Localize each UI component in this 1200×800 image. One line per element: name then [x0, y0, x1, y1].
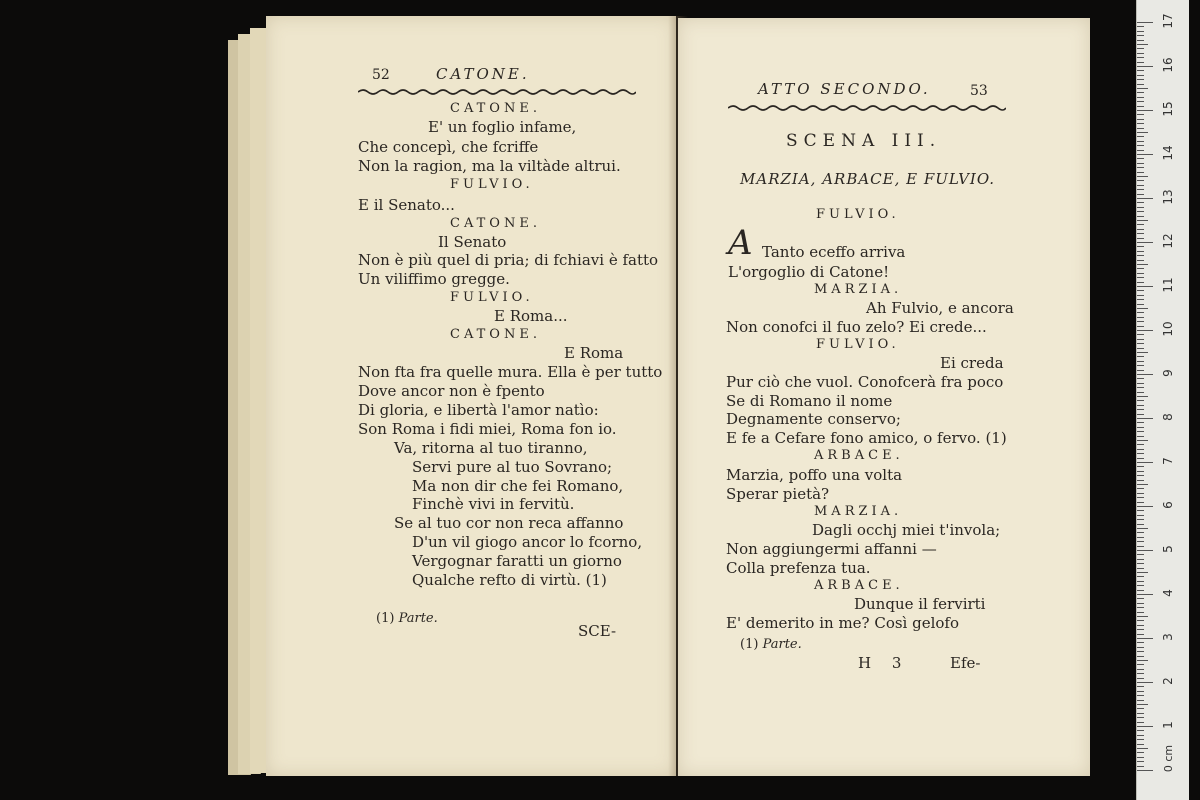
speaker-fulvio: FULVIO. [816, 207, 900, 222]
ruler-tick [1137, 145, 1144, 146]
ruler-tick [1137, 510, 1144, 511]
ruler-tick [1137, 44, 1148, 45]
verse-line: Son Roma i fidi miei, Roma fon io. [358, 420, 617, 438]
verse-line: L'orgoglio di Catone! [728, 263, 890, 281]
speaker-arbace: ARBACE. [814, 578, 904, 593]
ruler-number: 11 [1161, 277, 1175, 293]
verse-line: Dove ancor non è fpento [358, 382, 545, 400]
ruler-tick [1137, 559, 1144, 560]
ruler-tick [1137, 242, 1153, 243]
ruler-tick [1137, 31, 1144, 32]
ruler-tick [1137, 480, 1144, 481]
ruler-number: 8 [1161, 413, 1175, 421]
footnote-mark: (1) [740, 637, 759, 652]
footnote [740, 636, 802, 654]
ruler-tick [1137, 119, 1144, 120]
verse-line: E Roma... [494, 307, 568, 325]
ruler-tick [1137, 70, 1144, 71]
ruler-tick [1137, 546, 1144, 547]
ruler-number: 14 [1161, 145, 1175, 161]
verse-line: Che concepì, che fcriffe [358, 138, 539, 156]
ruler-tick [1137, 691, 1144, 692]
ruler-tick [1137, 678, 1144, 679]
ruler-tick [1137, 590, 1144, 591]
ruler-tick [1137, 374, 1153, 375]
verse-line: Colla prefenza tua. [726, 559, 871, 577]
verse-line: Degnamente conservo; [726, 410, 901, 428]
ruler-tick [1137, 383, 1144, 384]
ruler-number: 4 [1161, 589, 1175, 597]
ruler-tick [1137, 735, 1144, 736]
ruler-tick [1137, 312, 1144, 313]
verse-line: Dagli occhj miei t'invola; [812, 521, 1001, 539]
ruler-tick [1137, 97, 1144, 98]
ruler-tick [1137, 427, 1144, 428]
ruler-tick [1137, 326, 1144, 327]
ruler-tick [1137, 576, 1144, 577]
verse-line: E il Senato... [358, 196, 455, 214]
ruler-tick [1137, 532, 1144, 533]
ruler-tick [1137, 330, 1153, 331]
ruler-tick [1137, 708, 1144, 709]
ruler-tick [1137, 409, 1144, 410]
ruler-tick [1137, 462, 1153, 463]
speaker-catone: CATONE. [450, 101, 541, 116]
ruler-tick [1137, 260, 1144, 261]
ruler-tick [1137, 66, 1153, 67]
verse-line: Ma non dir che fei Romano, [412, 477, 624, 495]
ruler-tick [1137, 493, 1144, 494]
footnote-text: Parte. [762, 637, 802, 652]
ruler-tick [1137, 603, 1144, 604]
ruler-tick [1137, 334, 1144, 335]
verse-line: Va, ritorna al tuo tiranno, [394, 439, 588, 457]
ruler-tick [1137, 220, 1148, 221]
scene-title: SCENA III. [786, 131, 942, 151]
ruler-tick [1137, 290, 1144, 291]
verse-line: Finchè vivi in fervitù. [412, 495, 575, 513]
ruler-tick [1137, 317, 1144, 318]
left-page [266, 16, 676, 776]
ruler-tick [1137, 268, 1144, 269]
ruler-tick [1137, 458, 1144, 459]
ruler-tick [1137, 348, 1144, 349]
ruler-tick [1137, 308, 1148, 309]
verse-line: E' demerito in me? Così gelofo [726, 614, 960, 632]
ruler-tick [1137, 189, 1144, 190]
ruler-tick [1137, 541, 1144, 542]
verse-line: Ah Fulvio, e ancora [866, 299, 1014, 317]
ruler-tick [1137, 264, 1148, 265]
ruler-number: 3 [1161, 633, 1175, 641]
ruler-number: 12 [1161, 233, 1175, 249]
ruler-tick [1137, 40, 1144, 41]
ruler-tick [1137, 396, 1148, 397]
ruler-tick [1137, 101, 1144, 102]
ruler-tick [1137, 629, 1144, 630]
ruler-tick [1137, 673, 1144, 674]
ruler-tick [1137, 92, 1144, 93]
ruler-tick [1137, 238, 1144, 239]
ruler-tick [1137, 581, 1144, 582]
right-page-number: 53 [970, 83, 988, 99]
ruler-tick [1137, 550, 1153, 551]
ruler-tick [1137, 176, 1148, 177]
ruler-tick [1137, 62, 1144, 63]
ruler-tick [1137, 136, 1144, 137]
speaker-fulvio: FULVIO. [450, 290, 534, 305]
ruler-tick [1137, 387, 1144, 388]
ruler-tick [1137, 766, 1144, 767]
ruler-unit-label: 0 cm [1162, 744, 1176, 773]
ruler-tick [1137, 625, 1144, 626]
ruler-tick [1137, 528, 1148, 529]
ruler-tick [1137, 163, 1144, 164]
ruler-tick [1137, 612, 1144, 613]
ruler-tick [1137, 713, 1144, 714]
verse-line: Pur ciò che vuol. Conofcerà fra poco [726, 373, 1004, 391]
ruler-tick [1137, 128, 1144, 129]
ruler-tick [1137, 211, 1144, 212]
ruler-tick [1137, 554, 1144, 555]
ruler-tick [1137, 295, 1144, 296]
right-page [678, 18, 1090, 776]
ruler-tick [1137, 502, 1144, 503]
ruler-tick [1137, 79, 1144, 80]
ruler-tick [1137, 84, 1144, 85]
ruler-tick [1137, 453, 1144, 454]
ruler-tick [1137, 106, 1144, 107]
signature-mark: H 3 [858, 654, 910, 672]
header-ornament [728, 104, 1006, 112]
ruler-tick [1137, 114, 1144, 115]
ruler-tick [1137, 75, 1144, 76]
ruler-tick [1137, 370, 1144, 371]
ruler-tick [1137, 158, 1144, 159]
ruler-tick [1137, 154, 1153, 155]
ruler-tick [1137, 656, 1144, 657]
ruler-number: 1 [1161, 721, 1175, 729]
drop-cap: A [728, 223, 753, 263]
ruler-number: 2 [1161, 677, 1175, 685]
verse-line: Sperar pietà? [726, 485, 830, 503]
ruler-tick [1137, 356, 1144, 357]
ruler-tick [1137, 339, 1144, 340]
ruler-tick [1137, 739, 1144, 740]
ruler-tick [1137, 572, 1148, 573]
verse-line: Marzia, poffo una volta [726, 466, 903, 484]
catchword: Efe- [950, 654, 981, 672]
ruler-tick [1137, 770, 1153, 771]
ruler-tick [1137, 475, 1144, 476]
ruler-tick [1137, 704, 1148, 705]
measuring-ruler [1136, 0, 1189, 800]
ruler-tick [1137, 365, 1144, 366]
ruler-tick [1137, 286, 1153, 287]
ruler-number: 10 [1161, 321, 1175, 337]
ruler-tick [1137, 506, 1153, 507]
ruler-tick [1137, 638, 1153, 639]
verse-line: Un viliffimo gregge. [358, 270, 510, 288]
ruler-tick [1137, 224, 1144, 225]
ruler-tick [1137, 563, 1144, 564]
ruler-number: 6 [1161, 501, 1175, 509]
ruler-tick [1137, 634, 1144, 635]
ruler-tick [1137, 515, 1144, 516]
ruler-tick [1137, 444, 1144, 445]
ruler-tick [1137, 282, 1144, 283]
speaker-fulvio: FULVIO. [816, 337, 900, 352]
ruler-tick [1137, 207, 1144, 208]
ruler-tick [1137, 400, 1144, 401]
verse-line: Tanto eceffo arriva [762, 243, 906, 261]
verse-line: Non la ragion, ma la viltàde altrui. [358, 157, 621, 175]
ruler-tick [1137, 585, 1144, 586]
ruler-tick [1137, 246, 1144, 247]
ruler-tick [1137, 598, 1144, 599]
ruler-tick [1137, 414, 1144, 415]
ruler-tick [1137, 752, 1144, 753]
ruler-number: 13 [1161, 189, 1175, 205]
ruler-tick [1137, 216, 1144, 217]
ruler-tick [1137, 431, 1144, 432]
ruler-tick [1137, 172, 1144, 173]
ruler-number: 7 [1161, 457, 1175, 465]
ruler-tick [1137, 669, 1144, 670]
ruler-tick [1137, 202, 1144, 203]
ruler-tick [1137, 110, 1153, 111]
ruler-tick [1137, 48, 1144, 49]
ruler-tick [1137, 422, 1144, 423]
ruler-tick [1137, 150, 1144, 151]
speaker-fulvio: FULVIO. [450, 177, 534, 192]
ruler-tick [1137, 664, 1144, 665]
verse-line: Non è più quel di pria; di fchiavi è fatto [358, 251, 659, 269]
ruler-tick [1137, 277, 1144, 278]
ruler-tick [1137, 167, 1144, 168]
ruler-tick [1137, 57, 1144, 58]
verse-line: Servi pure al tuo Sovrano; [412, 458, 613, 476]
ruler-tick [1137, 273, 1144, 274]
left-page-number: 52 [372, 67, 390, 83]
ruler-tick [1137, 26, 1144, 27]
ruler-number: 5 [1161, 545, 1175, 553]
header-ornament [358, 88, 636, 96]
ruler-tick [1137, 642, 1144, 643]
ruler-tick [1137, 537, 1144, 538]
ruler-tick [1137, 497, 1144, 498]
ruler-tick [1137, 568, 1144, 569]
verse-line: Se di Romano il nome [726, 392, 893, 410]
ruler-tick [1137, 88, 1148, 89]
verse-line: Se al tuo cor non reca affanno [394, 514, 624, 532]
ruler-tick [1137, 392, 1144, 393]
ruler-tick [1137, 132, 1148, 133]
ruler-tick [1137, 471, 1144, 472]
ruler-tick [1137, 440, 1148, 441]
ruler-tick [1137, 717, 1144, 718]
ruler-tick [1137, 378, 1144, 379]
ruler-tick [1137, 304, 1144, 305]
verse-line: E' un foglio infame, [428, 118, 577, 136]
ruler-tick [1137, 418, 1153, 419]
ruler-tick [1137, 620, 1144, 621]
verse-line: Dunque il fervirti [854, 595, 986, 613]
verse-line: Vergognar faratti un giorno [412, 552, 622, 570]
ruler-tick [1137, 321, 1144, 322]
ruler-tick [1137, 229, 1144, 230]
ruler-tick [1137, 352, 1148, 353]
speaker-catone: CATONE. [450, 216, 541, 231]
ruler-tick [1137, 185, 1144, 186]
ruler-tick [1137, 35, 1144, 36]
verse-line: Non fta fra quelle mura. Ella è per tutto [358, 363, 663, 381]
ruler-tick [1137, 194, 1144, 195]
ruler-tick [1137, 180, 1144, 181]
verse-line: Non aggiungermi affanni — [726, 540, 937, 558]
ruler-tick [1137, 607, 1144, 608]
verse-line: Non conofci il fuo zelo? Ei crede... [726, 318, 987, 336]
ruler-tick [1137, 700, 1144, 701]
ruler-tick [1137, 198, 1153, 199]
speaker-marzia: MARZIA. [814, 504, 903, 519]
ruler-tick [1137, 123, 1144, 124]
ruler-tick [1137, 251, 1144, 252]
ruler-tick [1137, 255, 1144, 256]
ruler-tick [1137, 651, 1144, 652]
ruler-tick [1137, 405, 1144, 406]
ruler-tick [1137, 519, 1144, 520]
ruler-tick [1137, 660, 1148, 661]
ruler-tick [1137, 726, 1153, 727]
verse-line: E Roma [564, 344, 624, 362]
footnote [376, 610, 438, 628]
left-running-head: CATONE. [436, 65, 530, 83]
ruler-tick [1137, 647, 1144, 648]
right-running-head: ATTO SECONDO. [758, 80, 931, 98]
ruler-tick [1137, 682, 1153, 683]
scene-characters: MARZIA, ARBACE, E FULVIO. [740, 170, 996, 188]
ruler-tick [1137, 488, 1144, 489]
ruler-number: 16 [1161, 57, 1175, 73]
ruler-tick [1137, 594, 1153, 595]
verse-line: E fe a Cefare fono amico, o fervo. (1) [726, 429, 1007, 447]
ruler-tick [1137, 744, 1144, 745]
speaker-marzia: MARZIA. [814, 282, 903, 297]
footnote-text: Parte. [398, 611, 438, 626]
ruler-tick [1137, 686, 1144, 687]
speaker-arbace: ARBACE. [814, 448, 904, 463]
footnote-mark: (1) [376, 611, 395, 626]
verse-line: Di gloria, e libertà l'amor natìo: [358, 401, 599, 419]
ruler-tick [1137, 299, 1144, 300]
ruler-tick [1137, 449, 1144, 450]
ruler-tick [1137, 730, 1144, 731]
ruler-tick [1137, 53, 1144, 54]
ruler-tick [1137, 361, 1144, 362]
verse-line: Qualche refto di virtù. (1) [412, 571, 607, 589]
ruler-tick [1137, 233, 1144, 234]
ruler-tick [1137, 616, 1148, 617]
ruler-tick [1137, 757, 1144, 758]
ruler-tick [1137, 761, 1144, 762]
ruler-tick [1137, 141, 1144, 142]
ruler-tick [1137, 22, 1153, 23]
speaker-catone: CATONE. [450, 327, 541, 342]
ruler-tick [1137, 484, 1148, 485]
ruler-tick [1137, 524, 1144, 525]
ruler-number: 15 [1161, 101, 1175, 117]
verse-line: D'un vil giogo ancor lo fcorno, [412, 533, 643, 551]
ruler-number: 9 [1161, 369, 1175, 377]
ruler-tick [1137, 722, 1144, 723]
ruler-tick [1137, 748, 1148, 749]
ruler-tick [1137, 695, 1144, 696]
ruler-number: 17 [1161, 13, 1175, 29]
ruler-tick [1137, 436, 1144, 437]
ruler-tick [1137, 343, 1144, 344]
catchword: SCE- [578, 622, 617, 640]
verse-line: Il Senato [438, 233, 507, 251]
verse-line: Ei creda [940, 354, 1004, 372]
ruler-tick [1137, 466, 1144, 467]
